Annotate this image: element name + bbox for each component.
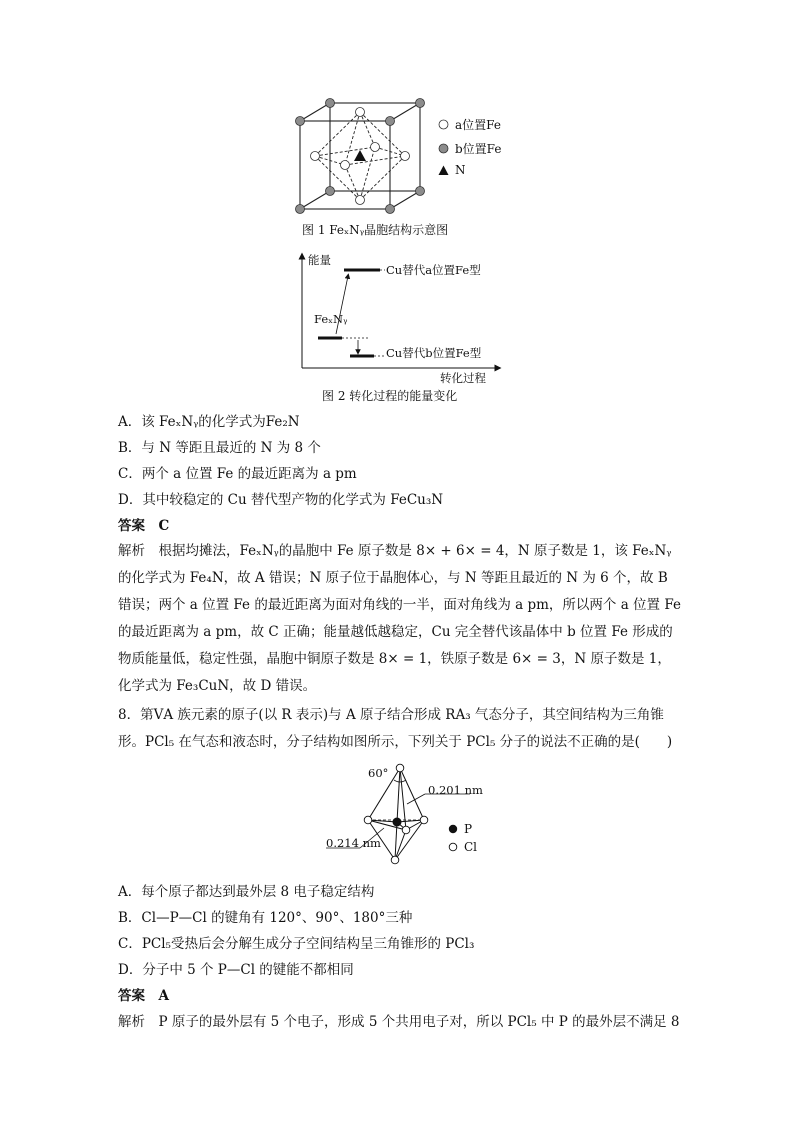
legend-p: P <box>448 822 472 836</box>
figure1-caption: 图 1 FeₓNᵧ晶胞结构示意图 <box>302 223 449 237</box>
q8-option-d: D．分子中 5 个 P—Cl 的键能不都相同 <box>118 962 354 978</box>
bond-length-2: 0.214 nm <box>326 836 381 850</box>
legend-a-fe: a位置Fe <box>438 116 501 133</box>
bond-length-1: 0.201 nm <box>428 783 483 797</box>
q8-stem: 8．第ⅤA 族元素的原子(以 R 表示)与 A 原子结合形成 RA₃ 气态分子，其空间结构为三角锥形。PCl₅ 在气态和液态时，分子结构如图所示，下列关于 PCl₅ 分子的说法不正确的是( ) <box>118 707 673 750</box>
angle-label: 60° <box>368 766 389 780</box>
q8-analysis: 解析 P 原子的最外层有 5 个电子，形成 5 个共用电子对，所以 PCl₅ 中 P 的最外层不满足 8 <box>118 1014 680 1030</box>
legend-b-fe: b位置Fe <box>438 140 501 157</box>
q7-option-b: B．与 N 等距且最近的 N 为 8 个 <box>118 440 321 456</box>
fexny-label: FeₓNᵧ <box>314 312 348 326</box>
unit-cell-figure <box>290 95 440 220</box>
q7-option-c: C．两个 a 位置 Fe 的最近距离为 a pm <box>118 466 357 482</box>
energy-axis-label: 能量 <box>308 253 331 267</box>
q8-option-a: A．每个原子都达到最外层 8 电子稳定结构 <box>118 884 375 900</box>
q8-option-c: C．PCl₅受热后会分解生成分子空间结构呈三角锥形的 PCl₃ <box>118 936 475 952</box>
q7-option-a: A．该 FeₓNᵧ的化学式为Fe₂N <box>118 414 300 430</box>
legend-n: N <box>438 163 466 177</box>
cu-b-label: Cu替代b位置Fe型 <box>386 346 482 360</box>
legend-cl: Cl <box>448 840 477 854</box>
cu-a-label: Cu替代a位置Fe型 <box>386 263 481 277</box>
process-axis-label: 转化过程 <box>440 371 486 385</box>
q7-analysis: 解析 根据均摊法，FeₓNᵧ的晶胞中 Fe 原子数是 8× + 6× = 4，N 原子数是 1，该 FeₓNᵧ的化学式为 Fe₄N，故 A 错误；N 原子位于晶胞体心，与 N 等距且最近的 N 为 6 个，故 B 错误；两个 a 位置 Fe 的最近距离为面对角线的一半，面对角线为 a pm，所以两个 a 位置 Fe 的最近距离为 a pm，故 C 正确；能量越低越稳定，Cu 完全替代该晶体中 b 位置 Fe 形成的物质能量低，稳定性强，晶胞中铜原子数是 8× = 1，铁原子数是 6× = 3，N 原子数是 1，化学式为 Fe₃CuN，故 D 错误。 <box>118 543 681 694</box>
figure2-caption: 图 2 转化过程的能量变化 <box>322 389 458 403</box>
q8-option-b: B．Cl—P—Cl 的键角有 120°、90°、180°三种 <box>118 910 413 926</box>
q7-answer: 答案 C <box>118 518 170 534</box>
q8-answer: 答案 A <box>118 988 169 1004</box>
q7-option-d: D．其中较稳定的 Cu 替代型产物的化学式为 FeCu₃N <box>118 492 444 508</box>
